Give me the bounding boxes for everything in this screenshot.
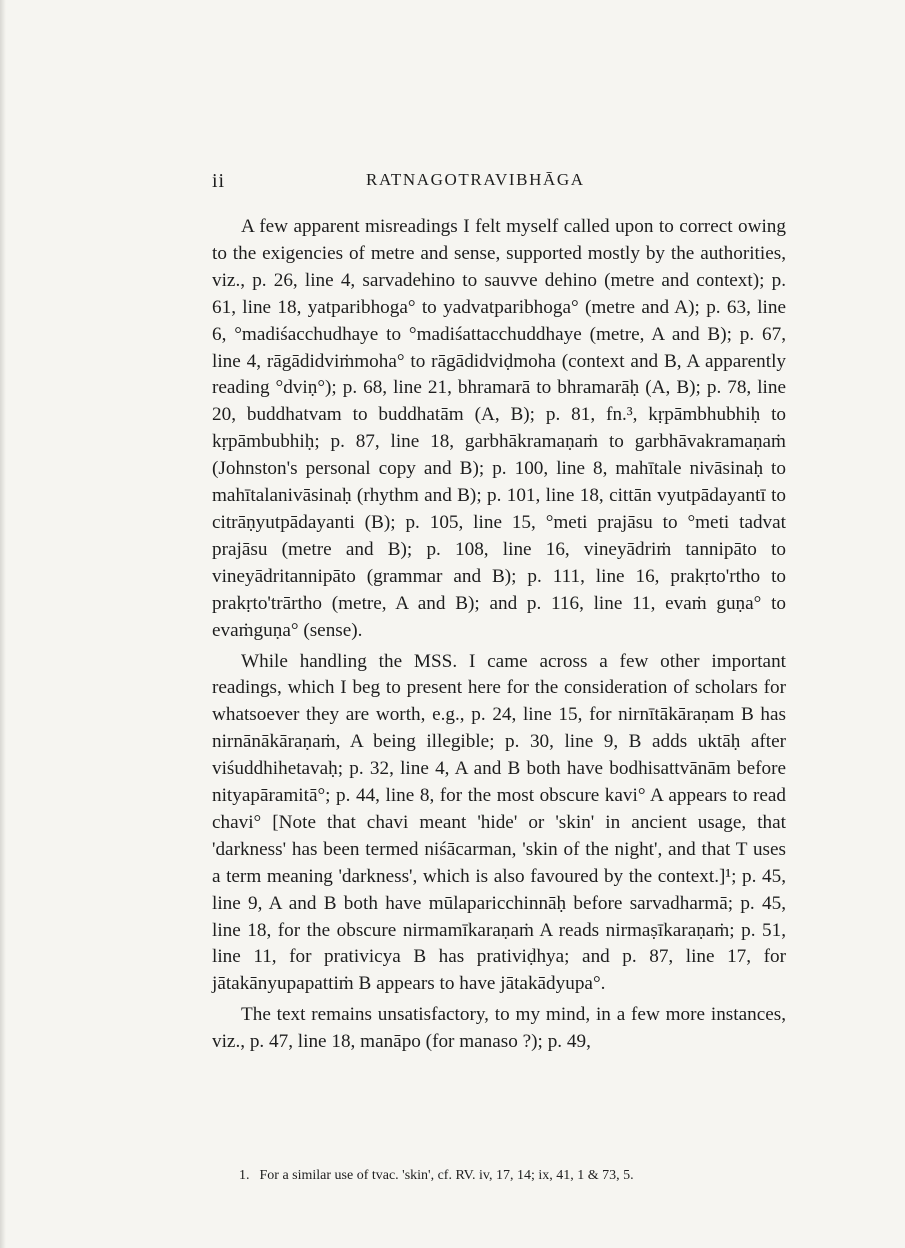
body-text	[212, 214, 786, 1056]
page-edge	[0, 0, 6, 1248]
footnote-text: For a similar use of tvac. 'skin', cf. RV. iv, 17, 14; ix, 41, 1 & 73, 5.	[259, 1168, 634, 1183]
running-title: RATNAGOTRAVIBHĀGA	[366, 170, 585, 189]
paragraph-emendations: A few apparent misreadings I felt myself called upon to correct owing to the exigencies of metre and sense, supported mostly by the authorities, viz., p. 26, line 4, sarvadehino to sauvve dehino (metre and context); p. 61, line 18, yatparibhoga° to yadvatparibhoga° (metre and A); p. 63, line 6, °madiśacchudhaye to °madiśattacchuddhaye (metre, A and B); p. 67, line 4, rāgādidviṁmoha° to rāgādidviḍmoha (context and B, A apparently reading °dviṇ°); p. 68, line 21, bhramarā to bhramarāḥ (A, B); p. 78, line 20, buddhatvam to buddhatām (A, B); p. 81, fn.³, kṛpāmbhubhiḥ to kṛpāmbubhiḥ; p. 87, line 18, garbhākramaṇaṁ to garbhāvakramaṇaṁ (Johnston's personal copy and B); p. 100, line 8, mahītale nivāsinaḥ to mahītalanivāsinaḥ (rhythm and B); p. 101, line 18, cittān vyutpādayantī to citrāṇyutpādayanti (B); p. 105, line 15, °meti prajāsu to °meti tadvat prajāsu (metre and B); p. 108, line 16, vineyādriṁ tannipāto to vineyādritannipāto (grammar and B); p. 111, line 16, prakṛto'rtho to prakṛto'trārtho (metre, A and B); and p. 116, line 11, evaṁ guṇa° to evaṁguṇa° (sense).	[212, 216, 786, 641]
footnote	[212, 1166, 786, 1186]
paragraph-unsatisfactory: The text remains unsatisfactory, to my mind, in a few more instances, viz., p. 47, line 18, manāpo (for manaso ?); p. 49,	[212, 1004, 786, 1053]
page-number: ii	[212, 170, 226, 192]
paragraph-readings: While handling the MSS. I came across a few other important readings, which I beg to present here for the consideration of scholars for whatsoever they are worth, e.g., p. 24, line 15, for nirnītākāraṇam B has nirnānākāraṇaṁ, A being illegible; p. 30, line 9, B adds uktāḥ after viśuddhihetavaḥ; p. 32, line 4, A and B both have bodhisattvānām before nityapāramitā°; p. 44, line 8, for the most obscure kavi° A appears to read chavi° [Note that chavi meant 'hide' or 'skin' in ancient usage, that 'darkness' has been termed niśācarman, 'skin of the night', and that T uses a term meaning 'darkness', which is also favoured by the context.]¹; p. 45, line 9, A and B both have mūlaparicchinnāḥ before sarvadharmā; p. 45, line 18, for the obscure nirmamīkaraṇaṁ A reads nirmaṣīkaraṇaṁ; p. 51, line 11, for prativicya B has prativiḍhya; and p. 87, line 17, for jātakānyupapattiṁ B appears to have jātakādyupa°.	[212, 650, 786, 995]
running-header	[212, 170, 712, 194]
footnote-marker: 1.	[239, 1168, 250, 1183]
